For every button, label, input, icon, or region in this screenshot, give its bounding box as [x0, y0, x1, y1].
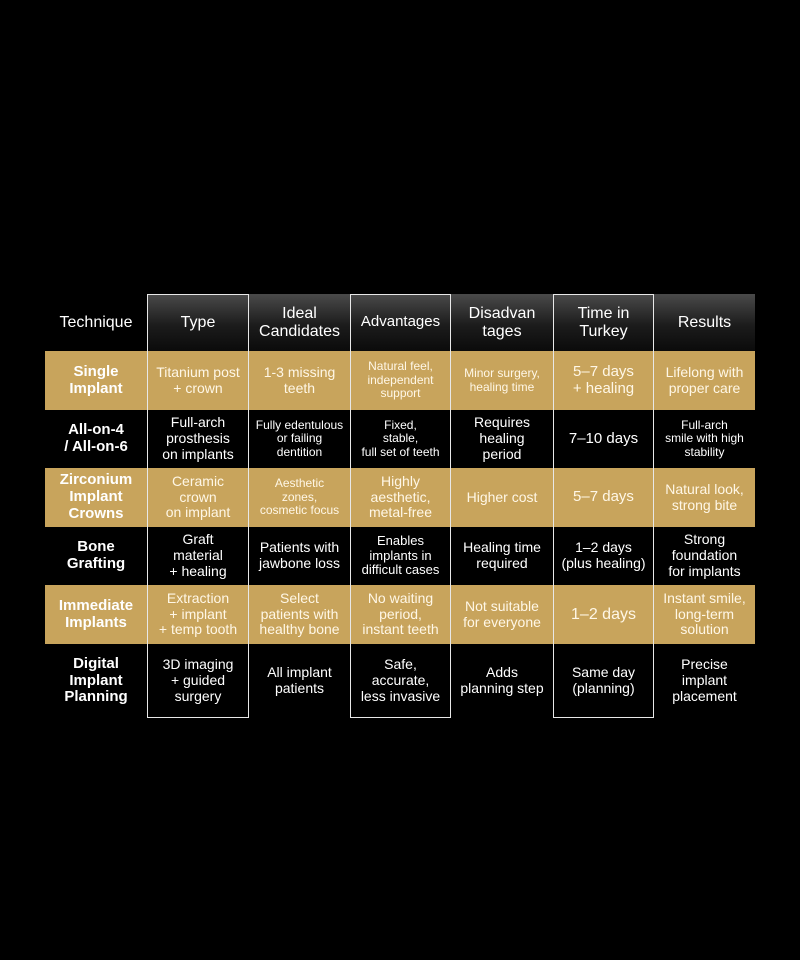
table-cell: 1–2 days (plus healing): [561, 539, 646, 571]
header-type: Type: [147, 294, 249, 351]
header-disadvantages: Disadvan tages: [451, 294, 553, 351]
table-cell: All implant patients: [267, 664, 332, 696]
table-cell: 1-3 missing teeth: [263, 363, 336, 396]
table-cell: Aesthetic zones, cosmetic focus: [259, 476, 340, 518]
technique-name: Immediate Implants: [58, 596, 134, 631]
header-technique: Technique: [45, 294, 147, 351]
table-cell: Full-arch smile with high stability: [665, 417, 744, 459]
header-results: Results: [654, 294, 755, 351]
table-row: [45, 410, 755, 468]
technique-name: All-on-4 / All-on-6: [64, 421, 128, 455]
table-cell: Ceramic crown on implant: [165, 472, 231, 521]
table-cell: Fixed, stable, full set of teeth: [361, 417, 440, 459]
technique-name: Bone Grafting: [66, 538, 126, 572]
table-cell: Requires healing period: [473, 414, 531, 462]
comparison-table: [45, 294, 755, 718]
technique-name: Zirconium Implant Crowns: [59, 471, 133, 522]
table-cell: Fully edentulous or failing dentition: [255, 417, 344, 459]
table-cell: Full-arch prosthesis on implants: [162, 414, 234, 462]
table-cell: Extraction + implant + temp tooth: [158, 589, 238, 638]
table-cell: Healing time required: [463, 539, 541, 571]
table-row: [45, 351, 755, 410]
table-row: [45, 527, 755, 585]
table-cell: Patients with jawbone loss: [259, 539, 340, 571]
header-time-in-turkey: Time in Turkey: [553, 294, 654, 351]
table-cell: 5–7 days: [573, 488, 634, 506]
table-row: [45, 585, 755, 644]
table-cell: Lifelong with proper care: [665, 363, 744, 396]
table-cell: Enables implants in difficult cases: [361, 533, 440, 578]
table-cell: Not suitable for everyone: [463, 597, 541, 630]
table-cell: Same day (planning): [571, 664, 636, 696]
table-cell: Precise implant placement: [672, 656, 737, 704]
header-ideal-candidates: Ideal Candidates: [249, 294, 350, 351]
table-cell: Adds planning step: [460, 664, 544, 696]
table-row: [45, 468, 755, 527]
table-cell: Safe, accurate, less invasive: [360, 656, 441, 704]
table-header: [45, 294, 755, 351]
table-cell: No waiting period, instant teeth: [362, 589, 439, 638]
table-cell: Select patients with healthy bone: [259, 589, 340, 638]
table-cell: Minor surgery, healing time: [464, 366, 540, 394]
table-cell: Instant smile, long-term solution: [663, 589, 746, 638]
table-cell: 3D imaging + guided surgery: [162, 656, 234, 704]
table-cell: Natural look, strong bite: [665, 480, 744, 513]
table-cell: Natural feel, independent support: [367, 359, 434, 401]
table-row: [45, 644, 755, 718]
table-cell: Highly aesthetic, metal-free: [368, 472, 433, 521]
table-cell: Higher cost: [466, 488, 538, 505]
table-cell: 7–10 days: [568, 429, 639, 447]
technique-name: Digital Implant Planning: [64, 654, 128, 706]
header-advantages: Advantages: [350, 294, 451, 351]
table-cell: 5–7 days + healing: [572, 362, 635, 397]
table-cell: Titanium post + crown: [156, 363, 240, 396]
table-cell: Graft material + healing: [169, 531, 227, 579]
technique-name: Single Implant: [69, 362, 123, 397]
table-cell: Strong foundation for implants: [668, 531, 741, 579]
table-cell: 1–2 days: [571, 605, 636, 623]
